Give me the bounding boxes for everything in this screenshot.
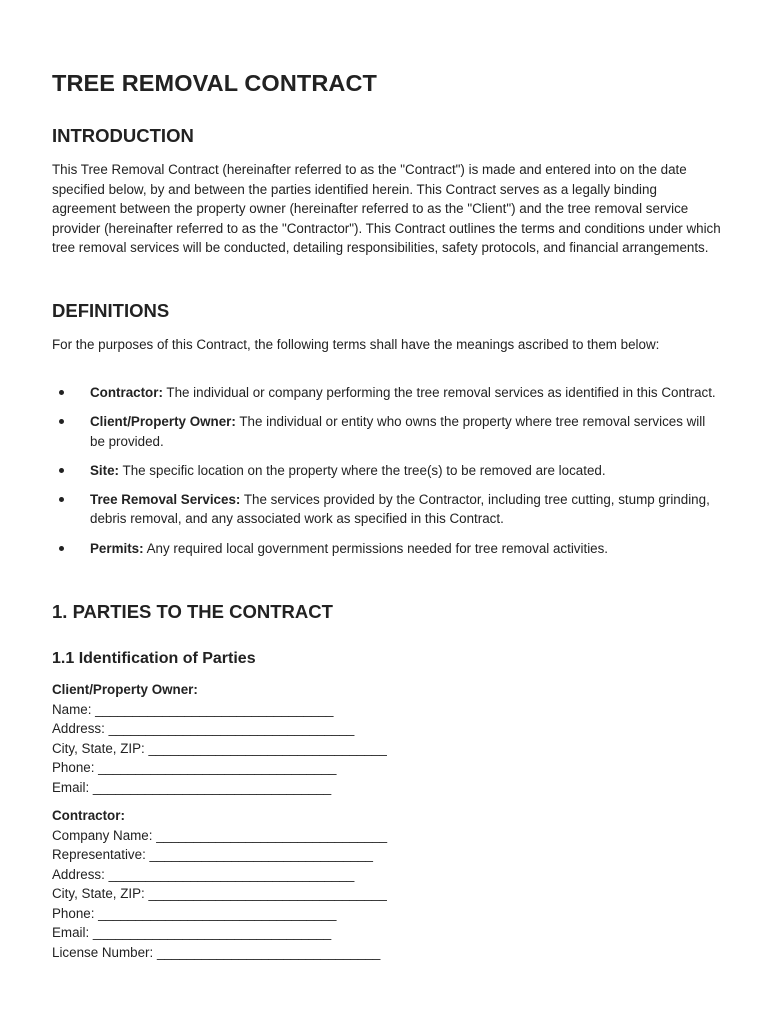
bullet-icon	[59, 546, 64, 551]
contractor-city-state-zip-field[interactable]: City, State, ZIP: ________________________________	[52, 886, 387, 901]
definition-text: The services provided by the Contractor, including tree cutting, stump grinding, debris removal, and any associated work as specified in this Contract.	[90, 491, 710, 527]
definition-text: Any required local government permissions needed for tree removal activities.	[143, 540, 609, 556]
definition-item-site	[52, 461, 722, 481]
bullet-icon	[59, 497, 64, 502]
client-address-field[interactable]: Address: _________________________________	[52, 721, 355, 736]
client-label: Client/Property Owner:	[52, 682, 198, 697]
definitions-list	[52, 383, 722, 568]
contractor-representative-field[interactable]: Representative: ______________________________	[52, 847, 373, 862]
definitions-intro: For the purposes of this Contract, the following terms shall have the meanings ascribed to them below:	[52, 337, 660, 352]
bullet-icon	[59, 419, 64, 424]
definition-item-permits	[52, 539, 722, 559]
contractor-phone-field[interactable]: Phone: ________________________________	[52, 905, 337, 921]
definition-item-services	[52, 490, 722, 529]
contractor-company-name-field[interactable]: Company Name: _______________________________	[52, 827, 388, 843]
bullet-icon	[59, 468, 64, 473]
contractor-details-block	[52, 806, 712, 962]
definition-text: The individual or company performing the tree removal services as identified in this Contract.	[162, 385, 716, 400]
introduction-heading: INTRODUCTION	[52, 125, 194, 146]
section1-heading: 1. PARTIES TO THE CONTRACT	[52, 601, 333, 622]
definition-text: The individual or entity who owns the property where tree removal services will be provided.	[90, 414, 706, 449]
definition-term: Permits:	[90, 540, 144, 556]
definition-term: Tree Removal Services:	[90, 491, 241, 507]
contractor-license-number-field[interactable]: License Number: ______________________________	[52, 944, 381, 960]
definition-item-contractor	[52, 383, 722, 403]
definition-term: Contractor:	[90, 385, 163, 400]
client-details-block	[52, 680, 712, 797]
introduction-paragraph: This Tree Removal Contract (hereinafter referred to as the "Contract") is made and entered into on the date specified below, by and between the parties identified herein. This Contract serves as a legally binding agreement between the property owner (hereinafter referred to as the "Client") and the tree removal service provider (hereinafter referred to as the "Contractor"). This Contract outlines the terms and conditions under which tree removal services will be conducted, detailing responsibilities, safety protocols, and financial arrangements.	[52, 162, 721, 256]
definition-item-client	[52, 412, 722, 451]
bullet-icon	[59, 390, 64, 395]
client-email-field[interactable]: Email: ________________________________	[52, 779, 332, 795]
contractor-email-field[interactable]: Email: ________________________________	[52, 925, 332, 940]
definition-term: Site:	[90, 462, 120, 478]
definition-text: The specific location on the property where the tree(s) to be removed are located.	[119, 462, 606, 478]
contractor-label: Contractor:	[52, 808, 125, 823]
definitions-heading: DEFINITIONS	[52, 300, 170, 321]
section1-subheading: 1.1 Identification of Parties	[52, 650, 256, 667]
client-name-field[interactable]: Name: ________________________________	[52, 701, 334, 717]
definition-term: Client/Property Owner:	[90, 414, 236, 430]
document-title: TREE REMOVAL CONTRACT	[52, 70, 378, 96]
client-phone-field[interactable]: Phone: ________________________________	[52, 760, 337, 775]
contractor-address-field[interactable]: Address: _________________________________	[52, 866, 355, 882]
client-city-state-zip-field[interactable]: City, State, ZIP: ________________________________	[52, 740, 387, 756]
